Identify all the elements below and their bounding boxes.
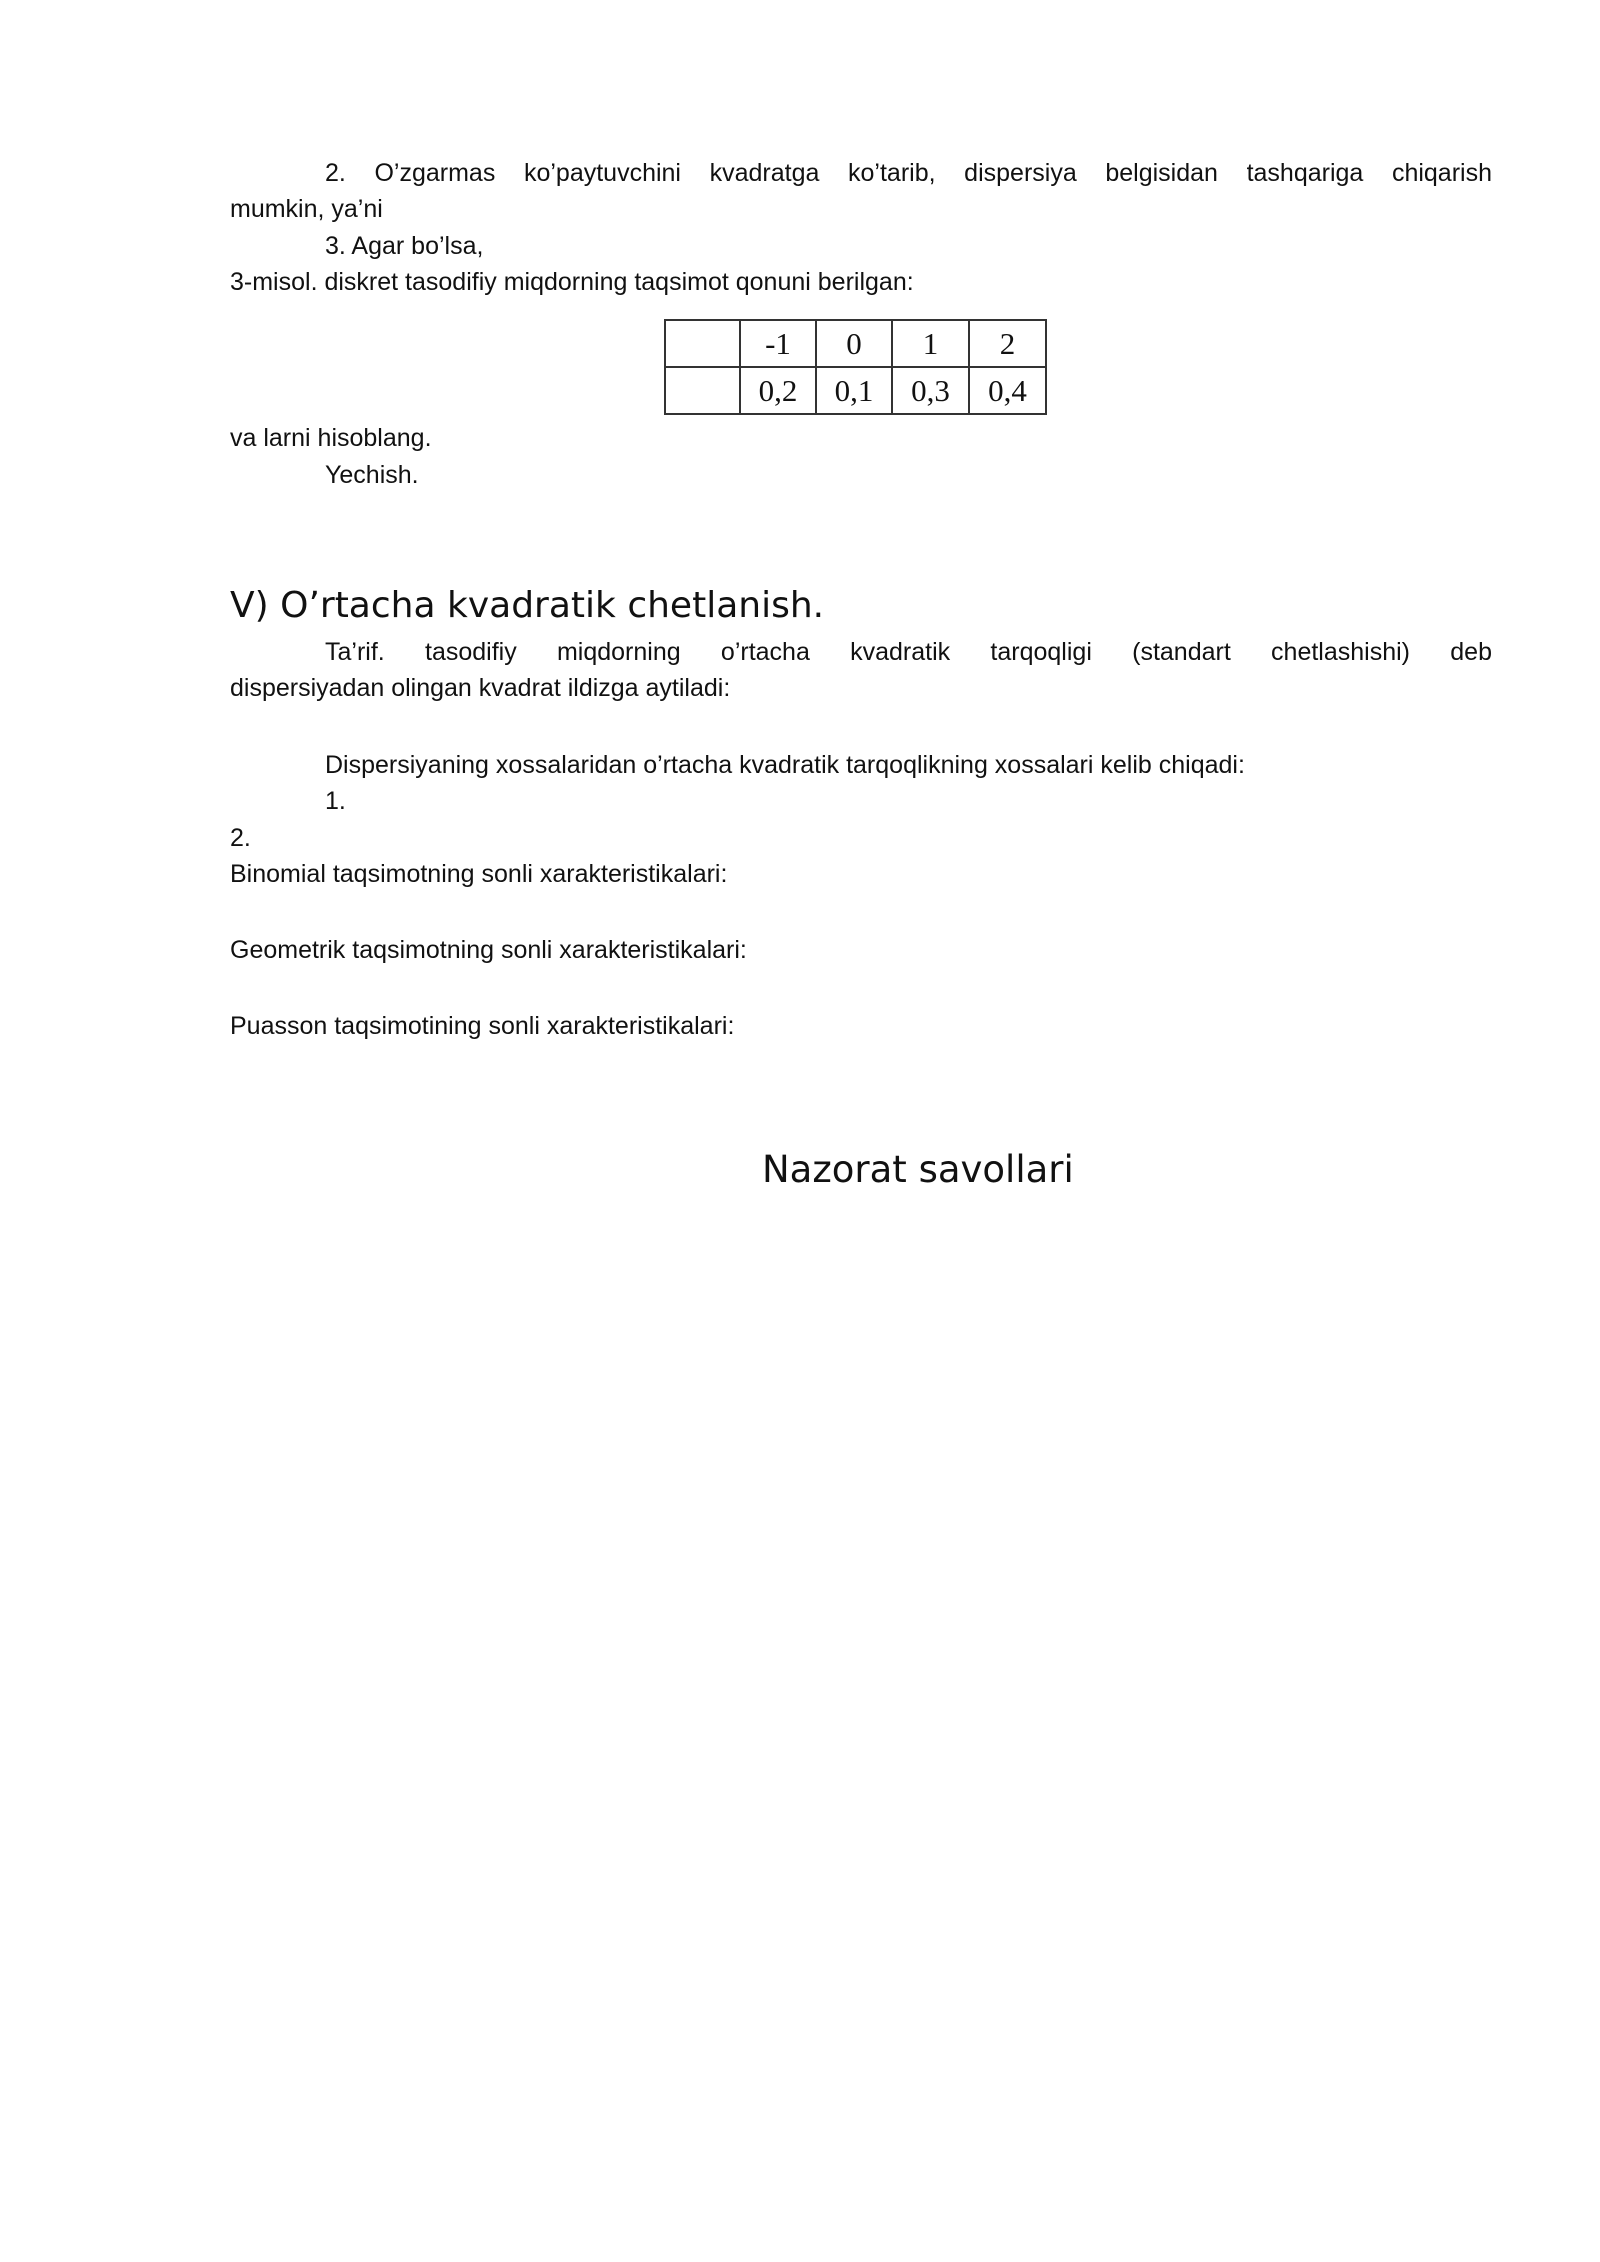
table-row-probabilities: [665, 367, 1046, 414]
property-item-2: 2.: [230, 824, 251, 852]
table-cell-probability: 0,1: [816, 367, 892, 414]
table-cell-empty: [665, 320, 740, 367]
table-cell-probability: 0,3: [892, 367, 969, 414]
property-2-line-1: 2. O’zgarmas ko’paytuvchini kvadratga ko’tarib, dispersiya belgisidan tashqariga chiqarish: [325, 159, 1492, 187]
definition-line-1: Ta’rif. tasodifiy miqdorning o’rtacha kvadratik tarqoqligi (standart chetlashishi) deb: [325, 638, 1492, 666]
solution-label: Yechish.: [325, 461, 419, 489]
table-cell-value: 1: [892, 320, 969, 367]
properties-intro: Dispersiyaning xossalaridan o’rtacha kvadratik tarqoqlikning xossalari kelib chiqadi:: [325, 751, 1245, 779]
definition-line-2: dispersiyadan olingan kvadrat ildizga aytiladi:: [230, 674, 731, 702]
table-cell-probability: 0,2: [740, 367, 816, 414]
table-cell-empty: [665, 367, 740, 414]
table-cell-value: 0: [816, 320, 892, 367]
table-cell-probability: 0,4: [969, 367, 1046, 414]
poisson-heading: Puasson taqsimotining sonli xarakteristikalari:: [230, 1012, 735, 1040]
control-questions-title: Nazorat savollari: [762, 1148, 1074, 1191]
example-task: va larni hisoblang.: [230, 424, 432, 452]
geometric-heading: Geometrik taqsimotning sonli xarakteristikalari:: [230, 936, 747, 964]
property-2-line-2: mumkin, ya’ni: [230, 195, 383, 223]
example-intro: 3-misol. diskret tasodifiy miqdorning taqsimot qonuni berilgan:: [230, 268, 914, 296]
section-heading: V) O’rtacha kvadratik chetlanish.: [230, 585, 825, 626]
binomial-heading: Binomial taqsimotning sonli xarakteristikalari:: [230, 860, 728, 888]
table-cell-value: 2: [969, 320, 1046, 367]
property-item-1: 1.: [325, 787, 346, 815]
table-cell-value: -1: [740, 320, 816, 367]
table-row-values: [665, 320, 1046, 367]
distribution-table: [664, 319, 1047, 415]
property-3: 3. Agar bo’lsa,: [325, 232, 484, 260]
